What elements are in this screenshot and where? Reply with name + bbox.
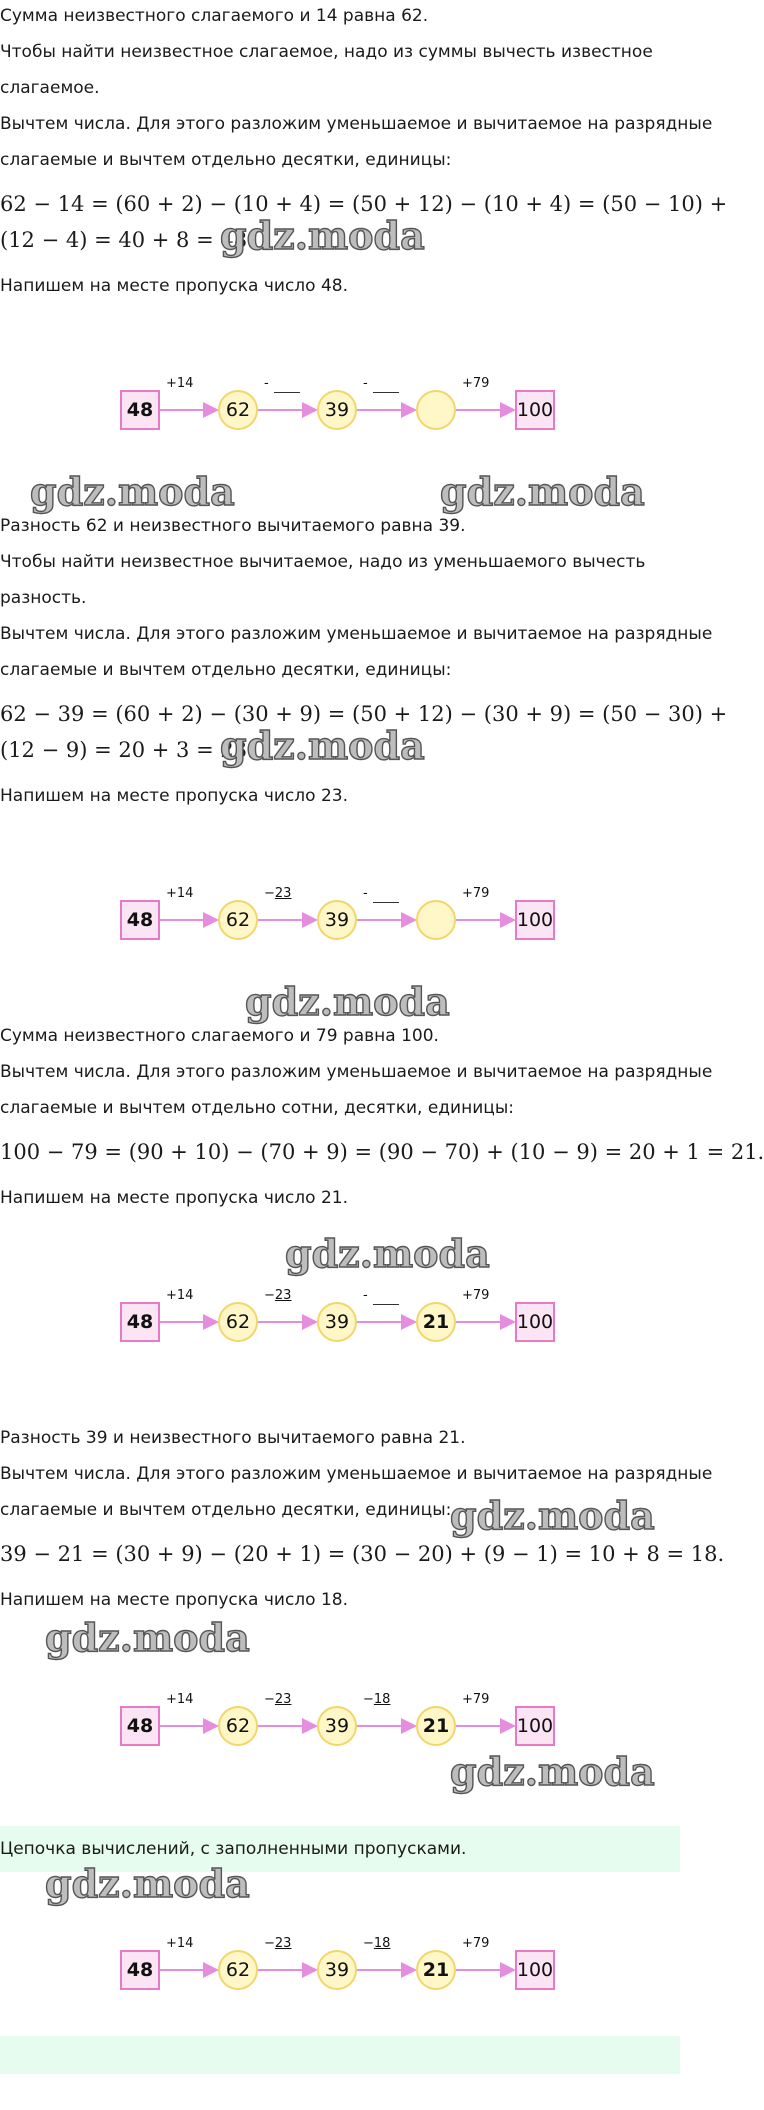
chain-circle-node: 21 [416, 1950, 456, 1990]
watermark: gdz.moda [285, 1231, 490, 1276]
s2-eq1: 62 − 39 = (60 + 2) − (30 + 9) = (50 + 12) − (30 + 9) = (50 − 30) + [0, 702, 728, 726]
chain-operation-label [363, 376, 368, 391]
chain-circle-node [416, 900, 456, 940]
watermark: gdz.moda [30, 469, 235, 514]
watermark: gdz.moda [45, 1615, 250, 1660]
operation-text: +79 [462, 1692, 490, 1707]
chain-square-node: 100 [515, 1706, 555, 1746]
s3-line2: Вычтем числа. Для этого разложим уменьшаемое и вычитаемое на разрядные [0, 1062, 713, 1082]
chain-circle-node: 62 [218, 1302, 258, 1342]
chain-square-node: 48 [120, 390, 160, 430]
operation-sign: − [264, 1288, 275, 1303]
chain-square-node: 100 [515, 390, 555, 430]
operation-text: +14 [166, 1288, 194, 1303]
watermark: gdz.moda [220, 723, 425, 768]
chain-square-node: 100 [515, 900, 555, 940]
s2-line4: Вычтем числа. Для этого разложим уменьшаемое и вычитаемое на разрядные [0, 624, 713, 644]
operation-sign: - [363, 886, 368, 901]
operation-sign: − [264, 886, 275, 901]
chain-operation-label [166, 1288, 193, 1303]
operation-value: 23 [274, 1288, 292, 1303]
s4-line1: Разность 39 и неизвестного вычитаемого равна 21. [0, 1428, 466, 1448]
operation-sign: − [264, 1692, 275, 1707]
chain-circle-node: 39 [317, 900, 357, 940]
chain-operation-label [166, 1936, 193, 1951]
chain-operation-label [264, 886, 291, 901]
chain-square-node: 48 [120, 900, 160, 940]
operation-sign: − [264, 1936, 275, 1951]
chain-circle-node: 62 [218, 1950, 258, 1990]
blank-slot [373, 902, 399, 903]
s1-line2: Чтобы найти неизвестное слагаемое, надо из суммы вычесть известное [0, 42, 653, 62]
s2-line3: разность. [0, 588, 87, 608]
operation-sign: − [363, 1692, 374, 1707]
s4-line3: слагаемые и вычтем отдельно десятки, единицы: [0, 1500, 452, 1520]
chain-operation-label [264, 1936, 291, 1951]
chain-operation-label [363, 1692, 390, 1707]
chain-circle-node: 39 [317, 390, 357, 430]
chain-diagram [110, 1676, 570, 1746]
chain-operation-label [166, 376, 193, 391]
s4-eq1: 39 − 21 = (30 + 9) − (20 + 1) = (30 − 20) + (9 − 1) = 10 + 8 = 18. [0, 1542, 725, 1566]
watermark: gdz.moda [440, 469, 645, 514]
blank-slot [373, 392, 399, 393]
chain-circle-node: 39 [317, 1950, 357, 1990]
s2-line1: Разность 62 и неизвестного вычитаемого равна 39. [0, 516, 466, 536]
operation-text: +14 [166, 1692, 194, 1707]
chain-operation-label [462, 886, 489, 901]
chain-circle-node: 39 [317, 1706, 357, 1746]
s3-eq1: 100 − 79 = (90 + 10) − (70 + 9) = (90 − 70) + (10 − 9) = 20 + 1 = 21. [0, 1140, 764, 1164]
s3-line1: Сумма неизвестного слагаемого и 79 равна 100. [0, 1026, 439, 1046]
chain-square-node: 48 [120, 1950, 160, 1990]
chain-circle-node [416, 390, 456, 430]
s1-eq2: (12 − 4) = 40 + 8 = 48. [0, 228, 254, 252]
chain-operation-label [264, 1288, 291, 1303]
s2-answer: Напишем на месте пропуска число 23. [0, 786, 349, 806]
operation-text: +79 [462, 376, 490, 391]
chain-square-node: 48 [120, 1706, 160, 1746]
operation-text: +79 [462, 886, 490, 901]
final-caption: Цепочка вычислений, с заполненными пропусками. [0, 1839, 467, 1859]
operation-text: +14 [166, 886, 194, 901]
operation-value: 18 [373, 1936, 391, 1951]
chain-operation-label [363, 886, 368, 901]
chain-diagram [110, 1272, 570, 1342]
chain-diagram [110, 870, 570, 940]
chain-operation-label [166, 1692, 193, 1707]
chain-circle-node: 62 [218, 390, 258, 430]
chain-operation-label [462, 1936, 489, 1951]
operation-value: 23 [274, 1692, 292, 1707]
bottom-highlight [0, 2036, 680, 2074]
watermark: gdz.moda [450, 1749, 655, 1794]
operation-text: +79 [462, 1936, 490, 1951]
watermark: gdz.moda [45, 1861, 250, 1906]
operation-value: 23 [274, 886, 292, 901]
chain-operation-label [363, 1288, 368, 1303]
chain-operation-label [264, 1692, 291, 1707]
s1-eq1: 62 − 14 = (60 + 2) − (10 + 4) = (50 + 12) − (10 + 4) = (50 − 10) + [0, 192, 728, 216]
s1-answer: Напишем на месте пропуска число 48. [0, 276, 349, 296]
s4-answer: Напишем на месте пропуска число 18. [0, 1590, 349, 1610]
operation-value: 23 [274, 1936, 292, 1951]
s1-line4: Вычтем числа. Для этого разложим уменьшаемое и вычитаемое на разрядные [0, 114, 713, 134]
s4-line2: Вычтем числа. Для этого разложим уменьшаемое и вычитаемое на разрядные [0, 1464, 713, 1484]
chain-operation-label [166, 886, 193, 901]
s3-line3: слагаемые и вычтем отдельно сотни, десятки, единицы: [0, 1098, 514, 1118]
operation-text: +14 [166, 1936, 194, 1951]
s2-line2: Чтобы найти неизвестное вычитаемое, надо из уменьшаемого вычесть [0, 552, 646, 572]
chain-operation-label [264, 376, 269, 391]
operation-sign: - [264, 376, 269, 391]
chain-operation-label [462, 1692, 489, 1707]
blank-slot [373, 1304, 399, 1305]
operation-sign: − [363, 1936, 374, 1951]
chain-circle-node: 62 [218, 1706, 258, 1746]
chain-circle-node: 21 [416, 1302, 456, 1342]
operation-sign: - [363, 1288, 368, 1303]
s1-line1: Сумма неизвестного слагаемого и 14 равна 62. [0, 6, 429, 26]
blank-slot [274, 392, 300, 393]
operation-sign: - [363, 376, 368, 391]
s3-answer: Напишем на месте пропуска число 21. [0, 1188, 349, 1208]
s2-eq2: (12 − 9) = 20 + 3 = 23. [0, 738, 254, 762]
chain-operation-label [462, 1288, 489, 1303]
chain-circle-node: 39 [317, 1302, 357, 1342]
chain-circle-node: 62 [218, 900, 258, 940]
watermark: gdz.moda [450, 1493, 655, 1538]
s1-line5: слагаемые и вычтем отдельно десятки, единицы: [0, 150, 452, 170]
operation-value: 18 [373, 1692, 391, 1707]
watermark: gdz.moda [220, 213, 425, 258]
s2-line5: слагаемые и вычтем отдельно десятки, единицы: [0, 660, 452, 680]
chain-diagram [110, 360, 570, 430]
s1-line3: слагаемое. [0, 78, 100, 98]
chain-square-node: 48 [120, 1302, 160, 1342]
chain-operation-label [462, 376, 489, 391]
chain-diagram [110, 1920, 570, 1990]
chain-operation-label [363, 1936, 390, 1951]
operation-text: +14 [166, 376, 194, 391]
chain-square-node: 100 [515, 1950, 555, 1990]
chain-circle-node: 21 [416, 1706, 456, 1746]
operation-text: +79 [462, 1288, 490, 1303]
chain-square-node: 100 [515, 1302, 555, 1342]
watermark: gdz.moda [245, 979, 450, 1024]
